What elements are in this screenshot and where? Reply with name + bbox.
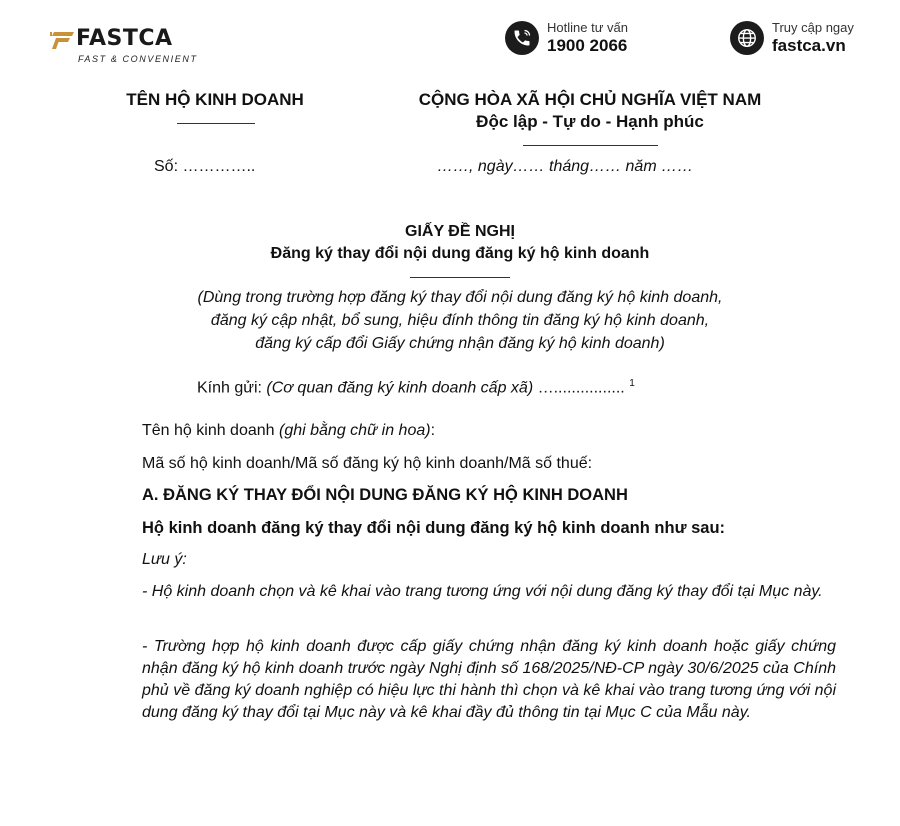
document-title: GIẤY ĐỀ NGHỊ (405, 223, 515, 240)
section-a-heading: A. ĐĂNG KÝ THAY ĐỔI NỘI DUNG ĐĂNG KÝ HỘ KINH DOANH (142, 486, 628, 504)
website-link[interactable]: fastca.vn (772, 35, 846, 55)
website-label: Truy cập ngay (772, 20, 854, 35)
recipient-prefix: Kính gửi: (197, 379, 267, 397)
divider (177, 123, 255, 124)
document-number: Số: ………….. (154, 158, 256, 175)
note-item-2: - Trường hợp hộ kinh doanh được cấp giấy chứng nhận đăng ký kinh doanh hoặc giấy chứng nhận đăng ký hộ kinh doanh trước ngày Nghị định số 168/2025/NĐ-CP ngày 30/6/2025 của Chính phủ về đăng ký doanh nghiệp có hiệu lực thi hành thì chọn và kê khai vào trang tương ứng với nội dung đăng ký thay đổi tại Mục này và kê khai đầy đủ thông tin tại Mục C của Mẫu này. (142, 638, 836, 721)
scope-line-2: đăng ký cập nhật, bổ sung, hiệu đính thông tin đăng ký hộ kinh doanh, (210, 312, 710, 329)
recipient-dots: …................ (533, 379, 625, 397)
hotline-label: Hotline tư vấn (547, 20, 628, 35)
divider (410, 277, 510, 278)
business-name-field (142, 422, 435, 440)
footnote-marker: 1 (629, 378, 635, 389)
recipient-authority: (Cơ quan đăng ký kinh doanh cấp xã) (266, 379, 534, 397)
fastca-logo-icon (50, 30, 76, 50)
scope-line-3: đăng ký cấp đổi Giấy chứng nhận đăng ký hộ kinh doanh) (255, 335, 665, 352)
note-item-1: - Hộ kinh doanh chọn và kê khai vào trang tương ứng với nội dung đăng ký thay đổi tại Mục này. (142, 583, 823, 600)
business-name-header: TÊN HỘ KINH DOANH (126, 90, 304, 109)
hotline-contact[interactable] (505, 20, 628, 56)
brand-name: FASTCA (76, 26, 173, 51)
divider (523, 145, 658, 146)
website-contact[interactable] (730, 20, 854, 56)
document-subtitle: Đăng ký thay đổi nội dung đăng ký hộ kinh doanh (270, 245, 650, 262)
scope-line-1: (Dùng trong trường hợp đăng ký thay đổi nội dung đăng ký hộ kinh doanh, (197, 289, 723, 306)
nation-header: CỘNG HÒA XÃ HỘI CHỦ NGHĨA VIỆT NAM (418, 90, 762, 109)
section-a-intro: Hộ kinh doanh đăng ký thay đổi nội dung đăng ký hộ kinh doanh như sau: (142, 519, 726, 537)
brand-tagline: FAST & CONVENIENT (78, 54, 198, 64)
business-name-hint: (ghi bằng chữ in hoa) (279, 422, 431, 439)
globe-icon (730, 21, 764, 55)
colon: : (430, 422, 436, 439)
hotline-number[interactable]: 1900 2066 (547, 35, 628, 55)
business-code-field: Mã số hộ kinh doanh/Mã số đăng ký hộ kinh doanh/Mã số thuế: (142, 455, 593, 472)
note-label: Lưu ý: (142, 551, 187, 568)
phone-icon (505, 21, 539, 55)
business-name-label: Tên hộ kinh doanh (142, 422, 279, 439)
document-date: ……, ngày…… tháng…… năm …… (437, 158, 694, 175)
recipient-line (197, 378, 635, 397)
national-motto: Độc lập - Tự do - Hạnh phúc (476, 112, 704, 131)
